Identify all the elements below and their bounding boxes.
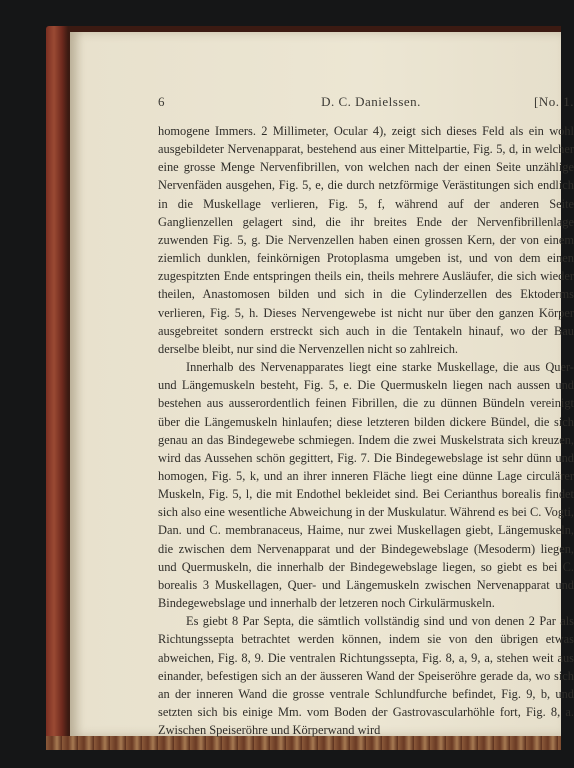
paragraph-2: Innerhalb des Nervenapparates liegt eine starke Muskellage, die aus Quer- und Längemuskeln besteht, Fig. 5, e. Die Quermuskeln liegen nach aussen und bestehen aus ausserordentlich feinen Fibrillen, die zu dünnen Bündeln vereinigt über die Längemuskeln hinlaufen; diese letzteren bilden dickere Bündel, die sich genau an das Bindegewebe schmiegen. Indem die zwei Muskelstrata sich kreuzen, wird das Aussehen schön gegittert, Fig. 7. Die Bindegewebslage ist sehr dünn und homogen, Fig. 5, k, und an ihrer inneren Fläche liegt eine dünne Lage circulärer Muskeln, Fig. 5, l, die mit Endothel bekleidet sind. Bei Cerianthus borealis findet sich also eine wesentliche Abweichung in der Muskulatur. Während es bei C. Vogti, Dan. und C. membranaceus, Haime, nur zwei Muskellagen giebt, Längemuskeln, die zwischen dem Nervenapparat und der Bindegewebslage (Mesoderm) liegen, und Quermuskeln, die innerhalb der Bindegewebslage liegen, so giebt es bei C. borealis 3 Muskellagen, Quer- und Längemuskeln zwischen Nervenapparat und Bindegewebslage und innerhalb der letzeren noch Cirkulärmuskeln. xyxy=(158,360,574,611)
running-header xyxy=(158,94,574,110)
body-text xyxy=(158,122,574,739)
paragraph-1: homogene Immers. 2 Millimeter, Ocular 4), zeigt sich dieses Feld als ein wohl ausgebildeter Nervenapparat, bestehend aus einer Mittelpartie, Fig. 5, d, in welcher eine grosse Menge Nervenfibrillen, von welchen nach der einen Seite unzählige Nervenfäden ausgehen, Fig. 5, e, die durch netzförmige Verästitungen sich endlich in die Muskellage verlieren, Fig. 5, f, während auf der anderen Seite Ganglienzellen gelagert sind, die ihr breites Ende der Nervenfibrillenlage zuwenden Fig. 5, g. Die Nervenzellen haben einen grossen Kern, der von einem ziemlich dunklen, feinkörnigen Protoplasma umgeben ist, und von dem einen zugespitzten Ende entspringen theils ein, theils mehrere Ausläufer, die sich wieder theilen, Anastomosen bilden und sich in die Cylinderzellen des Ektoderms verlieren, Fig. 5, h. Dieses Nervengewebe ist nicht nur über den ganzen Körper ausgebreitet sondern erstreckt sich auch in die Tentakeln hinauf, wo der Bau derselbe bleibt, nur sind die Nervenzellen nicht so zahlreich. xyxy=(158,124,574,356)
part-number: [No. 1. xyxy=(534,94,574,109)
page-content xyxy=(158,94,574,739)
page-number: 6 xyxy=(158,94,165,109)
paragraph-3: Es giebt 8 Par Septa, die sämtlich vollständig sind und von denen 2 Par als Richtungssepta betrachtet werden können, indem sie von den übrigen etwas abweichen, Fig. 8, 9. Die ventralen Richtungssepta, Fig. 8, a, 9, a, stehen weit aus einander, befestigen sich an der äusseren Wand der Speiseröhre gerade da, wo sich an der inneren Wand die grosse ventrale Schlundfurche befindet, Fig. 9, b, und setzten sich bis einige Mm. vom Boden der Gastrovascularhöhle fort, Fig. 8, a. Zwischen Speiseröhre und Körperwand wird xyxy=(158,614,574,738)
running-title: D. C. Danielssen. xyxy=(321,94,421,109)
book-page xyxy=(70,32,574,738)
